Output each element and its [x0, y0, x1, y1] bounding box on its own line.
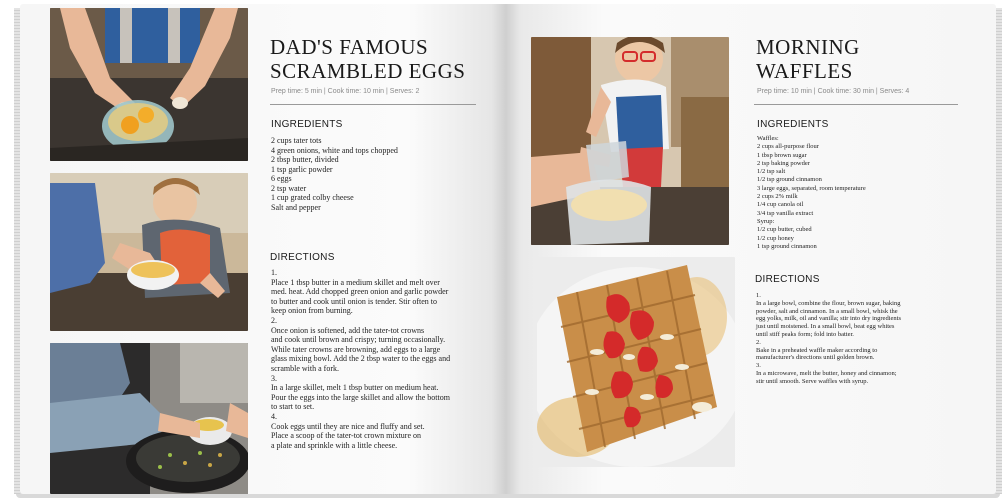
- direction-step-text: Once onion is softened, add the tater-tot crowns and cook until brown and crispy; turning occasionally. While tater crowns are browning, add eggs to a large glass mixing bowl. Add the 2 tbsp water to the eggs and scramble with a fork.: [271, 325, 451, 373]
- ingredient-item: Waffles:: [757, 135, 779, 142]
- direction-step-text: Cook eggs until they are nice and fluffy and set. Place a scoop of the tater-tot crown mixture on a plate and sprinkle with a little cheese.: [271, 421, 425, 450]
- ingredient-item: 1 tsp ground cinnamon: [757, 242, 817, 250]
- ingredient-item: 3/4 tsp vanilla extract: [757, 209, 814, 217]
- photo-pouring-into-skillet: [50, 343, 248, 494]
- direction-step-number: 3.: [271, 373, 277, 383]
- ingredient-item: 3 large eggs, separated, room temperature: [757, 184, 866, 192]
- right-page-edges: [996, 8, 1002, 494]
- direction-step-number: 3.: [756, 362, 761, 370]
- direction-step: [271, 316, 450, 374]
- ingredient-item: 1/2 tsp salt: [757, 168, 786, 176]
- ingredient-item: 1/2 cup honey: [757, 234, 794, 242]
- directions-heading: DIRECTIONS: [270, 252, 335, 263]
- direction-step-text: Place 1 tbsp butter in a medium skillet and melt over med. heat. Add chopped green onion and garlic powder to butter and cook until onion is tender. Stir often to keep onion from burning.: [271, 277, 449, 316]
- title-divider: [270, 104, 476, 105]
- direction-step: [756, 292, 901, 339]
- direction-step-number: 2.: [271, 315, 277, 325]
- direction-step: [756, 362, 901, 385]
- ingredient-item: 1/2 tsp ground cinnamon: [757, 176, 822, 184]
- ingredients-list: [757, 135, 866, 251]
- pouring-into-skillet-image: [50, 343, 248, 494]
- cracking-eggs-image: [50, 8, 248, 161]
- ingredient-item: 1 tbsp brown sugar: [757, 151, 807, 159]
- direction-step-text: In a large bowl, combine the flour, brown sugar, baking powder, salt and cinnamon. In a small bowl, whisk the egg yolks, milk, oil and vanilla; stir into dry ingredients just until moistened. In a small bowl, beat egg whites until stiff peaks form; fold into batter.: [756, 299, 901, 338]
- recipe-title-line2: SCRAMBLED EGGS: [270, 59, 466, 83]
- directions-list: [756, 292, 901, 386]
- ingredient-item: 2 cups tater tots: [271, 136, 322, 145]
- ingredient-item: Syrup:: [757, 217, 775, 225]
- left-page: [20, 4, 506, 494]
- photo-cracking-eggs: [50, 8, 248, 161]
- child-with-bowl-image: [50, 173, 248, 331]
- recipe-title-line1: MORNING: [756, 35, 860, 59]
- recipe-meta: Prep time: 10 min | Cook time: 30 min | Serves: 4: [757, 88, 910, 95]
- photo-child-with-bowl: [50, 173, 248, 331]
- direction-step-number: 4.: [271, 411, 277, 421]
- title-divider: [754, 104, 958, 105]
- direction-step: [271, 268, 450, 316]
- ingredient-item: 1/4 cup canola oil: [757, 201, 804, 209]
- direction-step-number: 2.: [756, 338, 761, 346]
- ingredient-item: 2 tsp water: [271, 183, 307, 193]
- ingredient-item: 4 green onions, white and tops chopped: [271, 145, 398, 155]
- recipe-title: [756, 35, 860, 83]
- direction-step-number: 1.: [756, 292, 761, 299]
- direction-step-text: In a large skillet, melt 1 tbsp butter on medium heat. Pour the eggs into the large skillet and allow the bottom to start to set.: [271, 383, 450, 412]
- photo-child-measuring: [531, 37, 729, 245]
- photo-waffle: [537, 257, 735, 467]
- direction-step-text: In a microwave, melt the butter, honey and cinnamon; stir until smooth. Serve waffles with syrup.: [756, 369, 897, 385]
- direction-step: [756, 339, 901, 362]
- ingredient-item: 2 cups all-purpose flour: [757, 143, 819, 151]
- direction-step-text: Bake in a preheated waffle maker according to manufacturer's directions until golden brown.: [756, 346, 878, 362]
- ingredient-item: 2 cups 2% milk: [757, 193, 798, 201]
- ingredient-item: 2 tbsp butter, divided: [271, 155, 339, 164]
- recipe-title: [270, 35, 465, 83]
- right-page: [506, 4, 996, 494]
- ingredient-item: Salt and pepper: [271, 202, 321, 212]
- directions-heading: DIRECTIONS: [755, 274, 820, 285]
- direction-step-number: 1.: [271, 268, 277, 277]
- ingredients-list: [271, 136, 398, 212]
- direction-step: [271, 374, 450, 412]
- ingredient-item: 1 cup grated colby cheese: [271, 193, 354, 202]
- ingredients-heading: INGREDIENTS: [271, 119, 343, 130]
- recipe-title-line1: DAD'S FAMOUS: [270, 35, 429, 59]
- recipe-meta: Prep time: 5 min | Cook time: 10 min | Serves: 2: [271, 88, 420, 95]
- ingredient-item: 1/2 cup butter, cubed: [757, 226, 812, 234]
- ingredient-item: 2 tsp baking powder: [757, 159, 810, 167]
- waffle-image: [537, 257, 735, 467]
- recipe-title-line2: WAFFLES: [756, 59, 853, 83]
- ingredient-item: 6 eggs: [271, 174, 292, 183]
- child-measuring-image: [531, 37, 729, 245]
- directions-list: [271, 268, 450, 450]
- ingredients-heading: INGREDIENTS: [757, 119, 829, 130]
- direction-step: [271, 412, 450, 450]
- ingredient-item: 1 tsp garlic powder: [271, 164, 333, 174]
- photo-book-spread: [6, 4, 1002, 498]
